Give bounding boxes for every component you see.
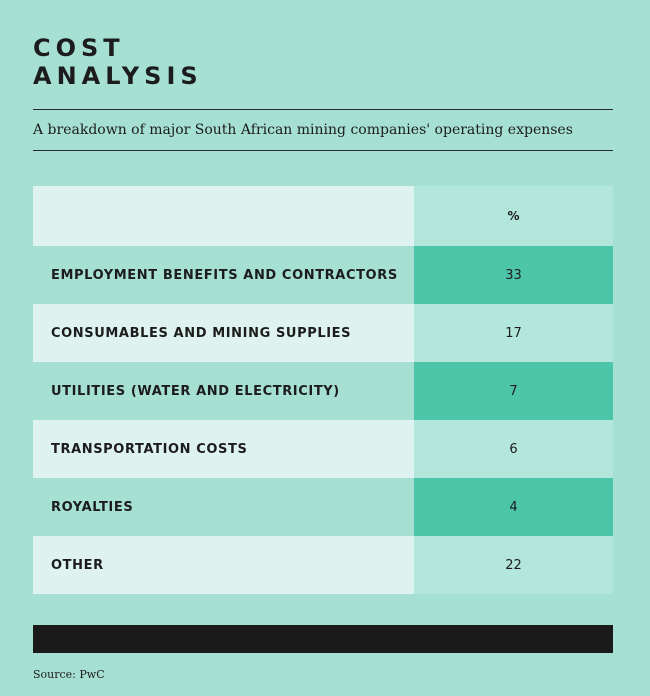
table-row [33, 536, 613, 594]
subtitle: A breakdown of major South African mining companies' operating expenses [33, 122, 573, 138]
table-row [33, 304, 613, 362]
header-percent-cell: % [414, 186, 613, 246]
row-label: TRANSPORTATION COSTS [33, 420, 414, 478]
page-title [33, 34, 203, 90]
row-label: ROYALTIES [33, 478, 414, 536]
row-value: 17 [414, 304, 613, 362]
cost-table [33, 186, 613, 594]
row-label: UTILITIES (WATER AND ELECTRICITY) [33, 362, 414, 420]
table-body [33, 246, 613, 594]
row-value: 6 [414, 420, 613, 478]
title-line-1: COST [33, 34, 125, 62]
source-note: Source: PwC [33, 668, 105, 681]
table-row [33, 478, 613, 536]
bottom-divider [33, 150, 613, 151]
row-value: 4 [414, 478, 613, 536]
table-header-row [33, 186, 613, 246]
table-row [33, 420, 613, 478]
row-label: EMPLOYMENT BENEFITS AND CONTRACTORS [33, 246, 414, 304]
title-line-2: ANALYSIS [33, 62, 203, 90]
row-value: 7 [414, 362, 613, 420]
header-label-cell [33, 186, 414, 246]
row-label: OTHER [33, 536, 414, 594]
row-label: CONSUMABLES AND MINING SUPPLIES [33, 304, 414, 362]
table-row [33, 246, 613, 304]
row-value: 22 [414, 536, 613, 594]
top-divider [33, 109, 613, 110]
footer-bar [33, 625, 613, 653]
row-value: 33 [414, 246, 613, 304]
table-row [33, 362, 613, 420]
